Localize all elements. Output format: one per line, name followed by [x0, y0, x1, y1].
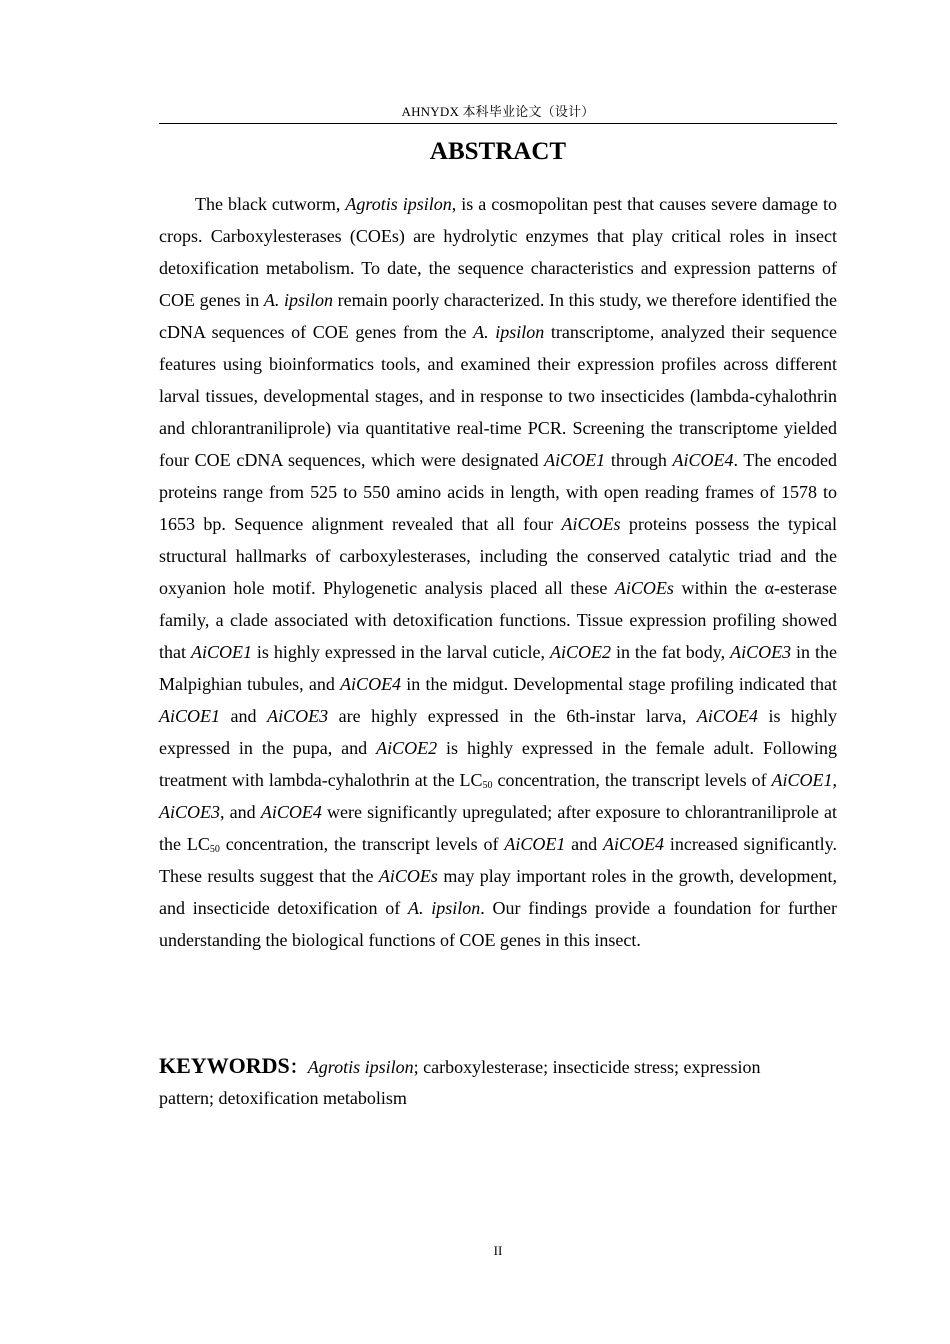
italic-term: Agrotis ipsilon: [307, 1057, 414, 1077]
text-run: and: [220, 706, 268, 726]
italic-term: AiCOE3: [267, 706, 329, 726]
text-run: may play important roles in the growth, development, and insecticide detoxification of: [159, 866, 837, 918]
text-run: in the fat body,: [611, 642, 731, 662]
text-run: concentration, the transcript levels of: [492, 770, 772, 790]
text-run: , is a cosmopolitan pest that causes severe damage to crops. Carboxylesterases (COEs) are hydrolytic enzymes that play critical roles in insect detoxification metabolism. To date, the sequence characteristics and expression patterns of COE genes in: [159, 194, 837, 310]
header-rule: [159, 123, 837, 124]
text-run: increased significantly. These results suggest that the: [159, 834, 837, 886]
text-run: is highly expressed in the larval cuticle,: [251, 642, 551, 662]
italic-term: AiCOE2: [376, 738, 438, 758]
text-run: is highly expressed in the pupa, and: [159, 706, 837, 758]
text-run: ; carboxylesterase; insecticide stress; expression pattern; detoxification metabolism: [159, 1057, 761, 1108]
page-number: II: [493, 1243, 503, 1258]
italic-term: AiCOE2: [550, 642, 612, 662]
text-run: in the Malpighian tubules, and: [159, 642, 837, 694]
text-run: were significantly upregulated; after exposure to chlorantraniliprole at the LC: [159, 802, 837, 854]
text-run: . Our findings provide a foundation for further understanding the biological functions of COE genes in this insect.: [159, 898, 837, 950]
italic-term: AiCOE3: [159, 802, 220, 822]
text-run: and: [565, 834, 604, 854]
italic-term: AiCOEs: [561, 514, 621, 534]
text-run: , and: [220, 802, 261, 822]
text-run: concentration, the transcript levels of: [219, 834, 505, 854]
running-header: AHNYDX 本科毕业论文（设计）: [401, 104, 595, 119]
keywords-paragraph: [159, 1050, 819, 1114]
italic-term: A. ipsilon: [407, 898, 481, 918]
italic-term: AiCOE4: [696, 706, 758, 726]
italic-term: AiCOEs: [378, 866, 438, 886]
italic-term: A. ipsilon: [473, 322, 545, 342]
text-run: remain poorly characterized. In this study, we therefore identified the cDNA sequences of COE genes from the: [159, 290, 837, 342]
italic-term: AiCOE1: [771, 770, 833, 790]
italic-term: AiCOE1: [544, 450, 606, 470]
italic-term: AiCOE4: [672, 450, 734, 470]
abstract-paragraph: [159, 188, 837, 956]
italic-term: AiCOE3: [730, 642, 792, 662]
italic-term: A. ipsilon: [263, 290, 334, 310]
text-run: proteins possess the typical structural hallmarks of carboxylesterases, including the conserved catalytic triad and the oxyanion hole motif. Phylogenetic analysis placed all these: [159, 514, 837, 598]
text-run: through: [605, 450, 673, 470]
italic-term: AiCOE4: [260, 802, 322, 822]
italic-term: Agrotis ipsilon: [345, 194, 452, 214]
italic-term: AiCOE4: [603, 834, 665, 854]
keywords-colon: ：: [289, 1057, 308, 1077]
text-run: ,: [832, 770, 837, 790]
italic-term: AiCOE1: [190, 642, 252, 662]
subscript: 50: [482, 780, 493, 791]
text-run: The black cutworm,: [195, 194, 346, 214]
text-run: within the α-esterase family, a clade associated with detoxification functions. Tissue expression profiling showed that: [159, 578, 837, 662]
italic-term: AiCOE1: [504, 834, 566, 854]
text-run: is highly expressed in the female adult. Following treatment with lambda-cyhalothrin at the LC: [159, 738, 837, 790]
subscript: 50: [209, 844, 220, 855]
keywords-label: KEYWORDS: [159, 1053, 290, 1078]
italic-term: AiCOEs: [614, 578, 674, 598]
text-run: . The encoded proteins range from 525 to 550 amino acids in length, with open reading frames of 1578 to 1653 bp. Sequence alignment revealed that all four: [159, 450, 837, 534]
text-run: in the midgut. Developmental stage profiling indicated that: [401, 674, 837, 694]
italic-term: AiCOE4: [340, 674, 402, 694]
text-run: are highly expressed in the 6th-instar larva,: [328, 706, 697, 726]
italic-term: AiCOE1: [159, 706, 220, 726]
abstract-title: ABSTRACT: [429, 138, 567, 165]
text-run: transcriptome, analyzed their sequence features using bioinformatics tools, and examined their expression profiles across different larval tissues, developmental stages, and in response to two insecticides (lambda-cyhalothrin and chlorantraniliprole) via quantitative real-time PCR. Screening the transcriptome yielded four COE cDNA sequences, which were designated: [159, 322, 838, 470]
